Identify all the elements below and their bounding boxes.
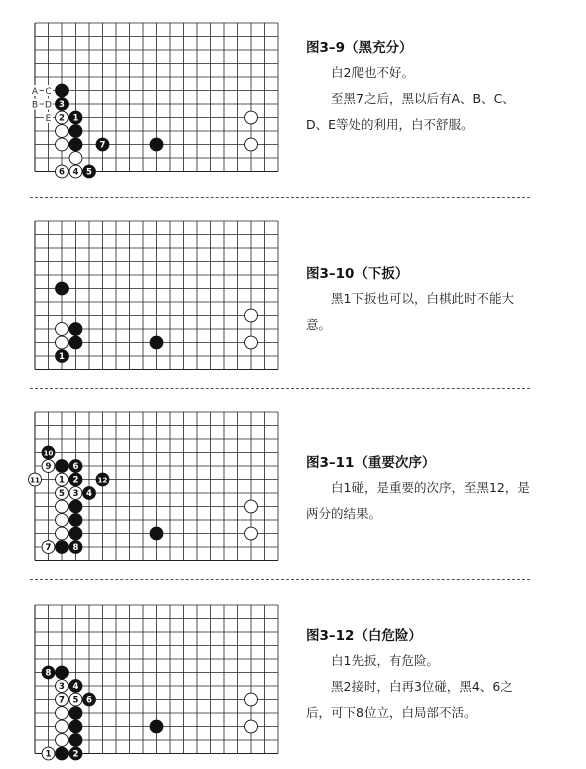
move-number: 6: [86, 695, 92, 706]
caption-paragraph: 白1先扳，有危险。: [331, 653, 439, 668]
move-number: 5: [59, 489, 65, 500]
white-stone: [56, 720, 69, 733]
move-number: 3: [72, 489, 79, 500]
move-number: 4: [72, 682, 79, 693]
move-number: 3: [59, 682, 65, 693]
white-stone: [56, 125, 69, 138]
move-number: 10: [43, 449, 54, 458]
black-stone: [42, 446, 55, 459]
move-number: 11: [30, 476, 40, 485]
black-stone: [83, 487, 96, 500]
figure-3-9: [0, 18, 586, 178]
black-stone: [56, 460, 69, 473]
white-stone: [245, 309, 258, 322]
figure-title: 图3–12（白危险）: [306, 628, 422, 644]
black-stone: [69, 734, 82, 747]
move-number: 3: [59, 100, 65, 111]
black-stone: [150, 138, 163, 151]
black-stone: [69, 460, 82, 473]
black-stone: [69, 473, 82, 486]
white-stone: [245, 720, 258, 733]
black-stone: [150, 527, 163, 540]
white-stone: [245, 693, 258, 706]
figure-caption: [306, 286, 536, 338]
caption-paragraph: 黑1下扳也可以，白棋此时不能大意。: [306, 291, 514, 332]
move-number: 5: [86, 167, 92, 178]
black-stone: [69, 720, 82, 733]
white-stone: [42, 747, 55, 760]
black-stone: [69, 323, 82, 336]
move-number: 9: [45, 462, 52, 473]
white-stone: [56, 336, 69, 349]
black-stone: [69, 336, 82, 349]
white-stone: [56, 707, 69, 720]
black-stone: [56, 84, 69, 97]
move-number: 4: [86, 489, 92, 500]
point-mark: A: [31, 87, 39, 97]
move-number: 1: [72, 113, 79, 124]
move-number: 12: [97, 476, 108, 485]
white-stone: [245, 500, 258, 513]
white-stone: [69, 487, 82, 500]
black-stone: [150, 336, 163, 349]
figure-title: 图3–10（下扳）: [306, 266, 409, 282]
caption-paragraph: 白2爬也不好。: [331, 65, 414, 80]
move-number: 6: [72, 462, 79, 473]
move-number: 4: [72, 167, 79, 178]
white-stone: [56, 500, 69, 513]
caption-paragraph: 白1碰，是重要的次序，至黑12，是两分的结果。: [306, 480, 530, 521]
go-board: [20, 407, 290, 557]
figure-caption: [306, 475, 536, 527]
white-stone: [245, 111, 258, 124]
black-stone: [83, 165, 96, 178]
move-number: 2: [59, 113, 65, 124]
caption-paragraph: 至黑7之后，黑以后有A、B、C、D、E等处的利用，白不舒服。: [306, 91, 515, 132]
white-stone: [56, 693, 69, 706]
move-number: 1: [59, 475, 65, 486]
black-stone: [69, 125, 82, 138]
white-stone: [56, 514, 69, 527]
figure-3-10: [0, 216, 586, 366]
white-stone: [69, 152, 82, 165]
black-stone: [69, 747, 82, 760]
white-stone: [56, 323, 69, 336]
black-stone: [56, 541, 69, 554]
white-stone: [56, 138, 69, 151]
go-board: [20, 216, 290, 366]
white-stone: [42, 541, 55, 554]
move-number: 7: [59, 695, 65, 706]
black-stone: [56, 282, 69, 295]
black-stone: [69, 500, 82, 513]
white-stone: [29, 473, 42, 486]
white-stone: [56, 487, 69, 500]
section-divider: [30, 388, 530, 389]
white-stone: [245, 138, 258, 151]
black-stone: [69, 527, 82, 540]
black-stone: [42, 666, 55, 679]
point-mark: C: [45, 87, 52, 97]
white-stone: [56, 734, 69, 747]
white-stone: [56, 680, 69, 693]
black-stone: [69, 514, 82, 527]
white-stone: [42, 460, 55, 473]
black-stone: [150, 720, 163, 733]
figure-caption: [306, 60, 536, 138]
black-stone: [56, 350, 69, 363]
black-stone: [69, 111, 82, 124]
section-divider: [30, 197, 530, 198]
black-stone: [69, 707, 82, 720]
white-stone: [56, 165, 69, 178]
figure-3-11: [0, 407, 586, 557]
black-stone: [96, 473, 109, 486]
move-number: 1: [45, 749, 52, 760]
move-number: 2: [72, 749, 79, 760]
point-mark: D: [45, 100, 52, 111]
move-number: 5: [72, 695, 79, 706]
go-board: [20, 18, 290, 178]
figure-3-12: [0, 600, 586, 760]
go-board: [20, 600, 290, 760]
move-number: 7: [99, 140, 106, 151]
figure-caption: [306, 648, 536, 726]
move-number: 1: [59, 352, 65, 363]
move-number: 8: [72, 543, 79, 554]
white-stone: [56, 111, 69, 124]
figure-title: 图3–11（重要次序）: [306, 455, 436, 471]
black-stone: [56, 747, 69, 760]
move-number: 8: [45, 668, 52, 679]
black-stone: [56, 98, 69, 111]
figure-title: 图3–9（黑充分）: [306, 40, 413, 56]
move-number: 7: [45, 543, 52, 554]
black-stone: [96, 138, 109, 151]
move-number: 6: [59, 167, 65, 178]
point-mark: E: [45, 114, 52, 124]
white-stone: [69, 693, 82, 706]
black-stone: [83, 693, 96, 706]
white-stone: [69, 165, 82, 178]
white-stone: [56, 473, 69, 486]
caption-paragraph: 黑2接时，白再3位碰，黑4、6之后，可下8位立，白局部不活。: [306, 679, 513, 720]
black-stone: [56, 666, 69, 679]
white-stone: [56, 527, 69, 540]
white-stone: [245, 527, 258, 540]
black-stone: [69, 138, 82, 151]
black-stone: [69, 680, 82, 693]
section-divider: [30, 579, 530, 580]
black-stone: [69, 541, 82, 554]
point-mark: B: [31, 100, 39, 111]
move-number: 2: [72, 475, 79, 486]
white-stone: [245, 336, 258, 349]
